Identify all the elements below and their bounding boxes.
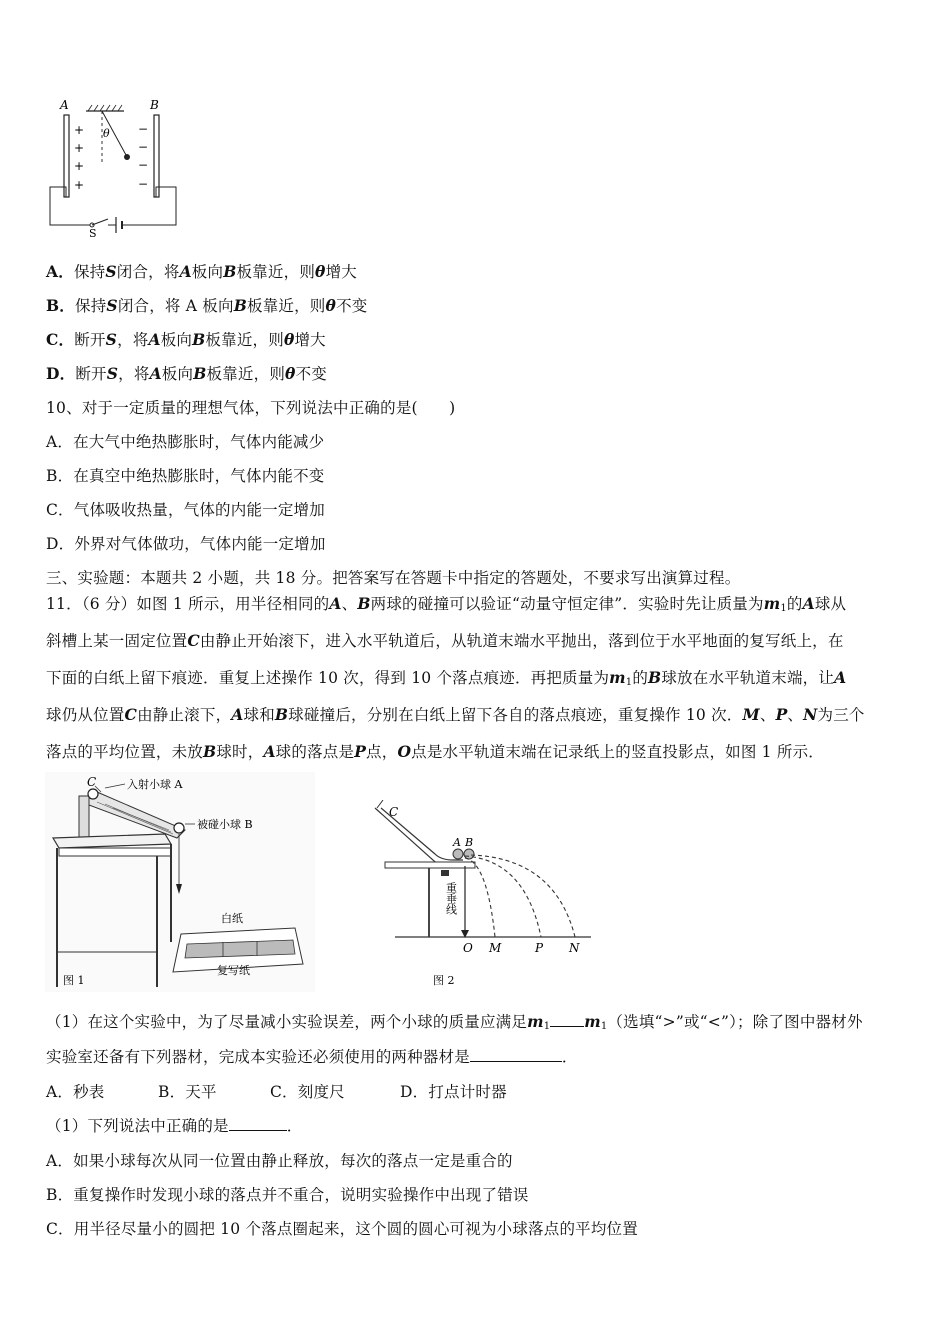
q10-stem: 10、对于一定质量的理想气体，下列说法中正确的是( ) [46, 399, 456, 417]
q9-option-a: A．保持S闭合，将A板向B板靠近，则θ增大 [46, 262, 357, 281]
fig2-ball-a [453, 849, 463, 859]
chute-stand [79, 796, 89, 838]
plate-b-label: B [150, 98, 159, 112]
fig1-incident-label: 入射小球 A [127, 778, 183, 791]
fig2-a-label: A [453, 836, 461, 849]
fig2-ball-b [464, 849, 474, 859]
switch-lever [92, 219, 108, 225]
minus-sign: − [138, 158, 149, 172]
q11-line-4: 球仍从位置C由静止滚下，A球和B球碰撞后，分别在白纸上留下各自的落点痕迹，重复操作 10 次．M、P、N为三个 [46, 705, 865, 724]
q9-option-c: C．断开S，将A板向B板靠近，则θ增大 [46, 330, 326, 349]
fig1-white-paper-label: 白纸 [221, 912, 243, 925]
part1-line-1: （1）在这个实验中，为了尽量减小实验误差，两个小球的质量应满足$m_1$ $m_1$（选填“>”或“<”）；除了图中器材外 [46, 1012, 863, 1032]
q11-line-1: 11．（6 分）如图 1 所示，用半径相同的A、B两球的碰撞可以验证“动量守恒定律”．实验时先让质量为$m_1$的A球从 [46, 594, 847, 614]
fig1-target-label: 被碰小球 B [197, 818, 253, 831]
fig2-clamp [441, 870, 449, 876]
part1-choices [46, 1082, 507, 1102]
fig2-o-label: O [463, 941, 473, 955]
trajectory-figure-2 [365, 800, 605, 995]
part2-option-a: A．如果小球每次从同一位置由静止释放，每次的落点一定是重合的 [46, 1152, 513, 1170]
q10-option-d: D．外界对气体做功，气体内能一定增加 [46, 535, 326, 553]
q9-option-d: D．断开S，将A板向B板靠近，则θ不变 [46, 364, 327, 383]
fig2-n-label: N [569, 941, 580, 955]
minus-sign: − [138, 122, 149, 136]
part2-option-b: B．重复操作时发现小球的落点并不重合，说明实验操作中出现了错误 [46, 1186, 529, 1204]
trajectory-n [471, 855, 575, 937]
capacitor-figure [40, 95, 190, 240]
part1-line-2: 实验室还备有下列器材，完成本实验还必须使用的两种器材是 ． [46, 1048, 578, 1066]
fig2-c-label: C [389, 805, 399, 819]
part2-option-c: C．用半径尽量小的圆把 10 个落点圈起来，这个圆的圆心可视为小球落点的平均位置 [46, 1220, 638, 1238]
fig1-c-label: C [87, 775, 97, 789]
section-heading: 三、实验题：本题共 2 小题，共 18 分。把答案写在答题卡中指定的答题处，不要求写出演算过程。 [46, 569, 741, 587]
trajectory-m [465, 858, 495, 937]
switch-label: S [89, 227, 97, 240]
circuit-wire [126, 187, 176, 225]
plate-b [154, 115, 159, 197]
answer-blank[interactable] [229, 1116, 287, 1131]
circuit-wire [50, 187, 92, 225]
fig2-m-label: M [489, 941, 502, 955]
plate-a [64, 115, 69, 197]
plus-sign: + [74, 123, 85, 137]
choice-d: D．打点计时器 [400, 1083, 507, 1101]
q10-option-b: B．在真空中绝热膨胀时，气体内能不变 [46, 467, 325, 485]
theta-label: θ [103, 127, 110, 140]
fig2-plumb-label: 重垂线 [444, 882, 458, 915]
table-apron [59, 848, 171, 856]
target-ball [174, 823, 184, 833]
choice-b: B．天平 [158, 1083, 217, 1101]
fig1-carbon-paper-label: 复写纸 [217, 964, 250, 977]
q9-option-b: B．保持S闭合，将 A 板向B板靠近，则θ不变 [46, 296, 368, 315]
fig2-p-label: P [535, 941, 544, 955]
incident-ball [88, 789, 98, 799]
fig2-table-top [385, 862, 475, 868]
choice-a: A．秒表 [46, 1083, 105, 1101]
choice-c: C．刻度尺 [270, 1083, 345, 1101]
answer-blank[interactable] [550, 1012, 584, 1027]
q10-option-c: C．气体吸收热量，气体的内能一定增加 [46, 501, 325, 519]
fig2-caption: 图 2 [433, 974, 455, 987]
q10-option-a: A．在大气中绝热膨胀时，气体内能减少 [46, 433, 325, 451]
answer-blank[interactable] [470, 1047, 562, 1062]
fig1-caption: 图 1 [63, 974, 85, 987]
plus-sign: + [74, 141, 85, 155]
part2-stem: （1）下列说法中正确的是 ． [46, 1117, 303, 1135]
pendulum-ball [124, 154, 130, 160]
trajectory-p [465, 856, 541, 937]
q11-line-2: 斜槽上某一固定位置C由静止开始滚下，进入水平轨道后，从轨道末端水平抛出，落到位于水平地面的复写纸上，在 [46, 631, 844, 650]
plus-sign: + [74, 178, 85, 192]
minus-sign: − [138, 140, 149, 154]
q11-line-3: 下面的白纸上留下痕迹．重复上述操作 10 次，得到 10 个落点痕迹．再把质量为$m_1$的B球放在水平轨道末端，让A [46, 668, 847, 688]
plus-sign: + [74, 159, 85, 173]
fig2-b-label: B [465, 836, 474, 849]
minus-sign: − [138, 177, 149, 191]
apparatus-figure-1 [45, 772, 315, 992]
q11-line-5: 落点的平均位置，未放B球时，A球的落点是P点，O点是水平轨道末端在记录纸上的竖直投影点，如图 1 所示． [46, 742, 824, 761]
plate-a-label: A [60, 98, 69, 112]
